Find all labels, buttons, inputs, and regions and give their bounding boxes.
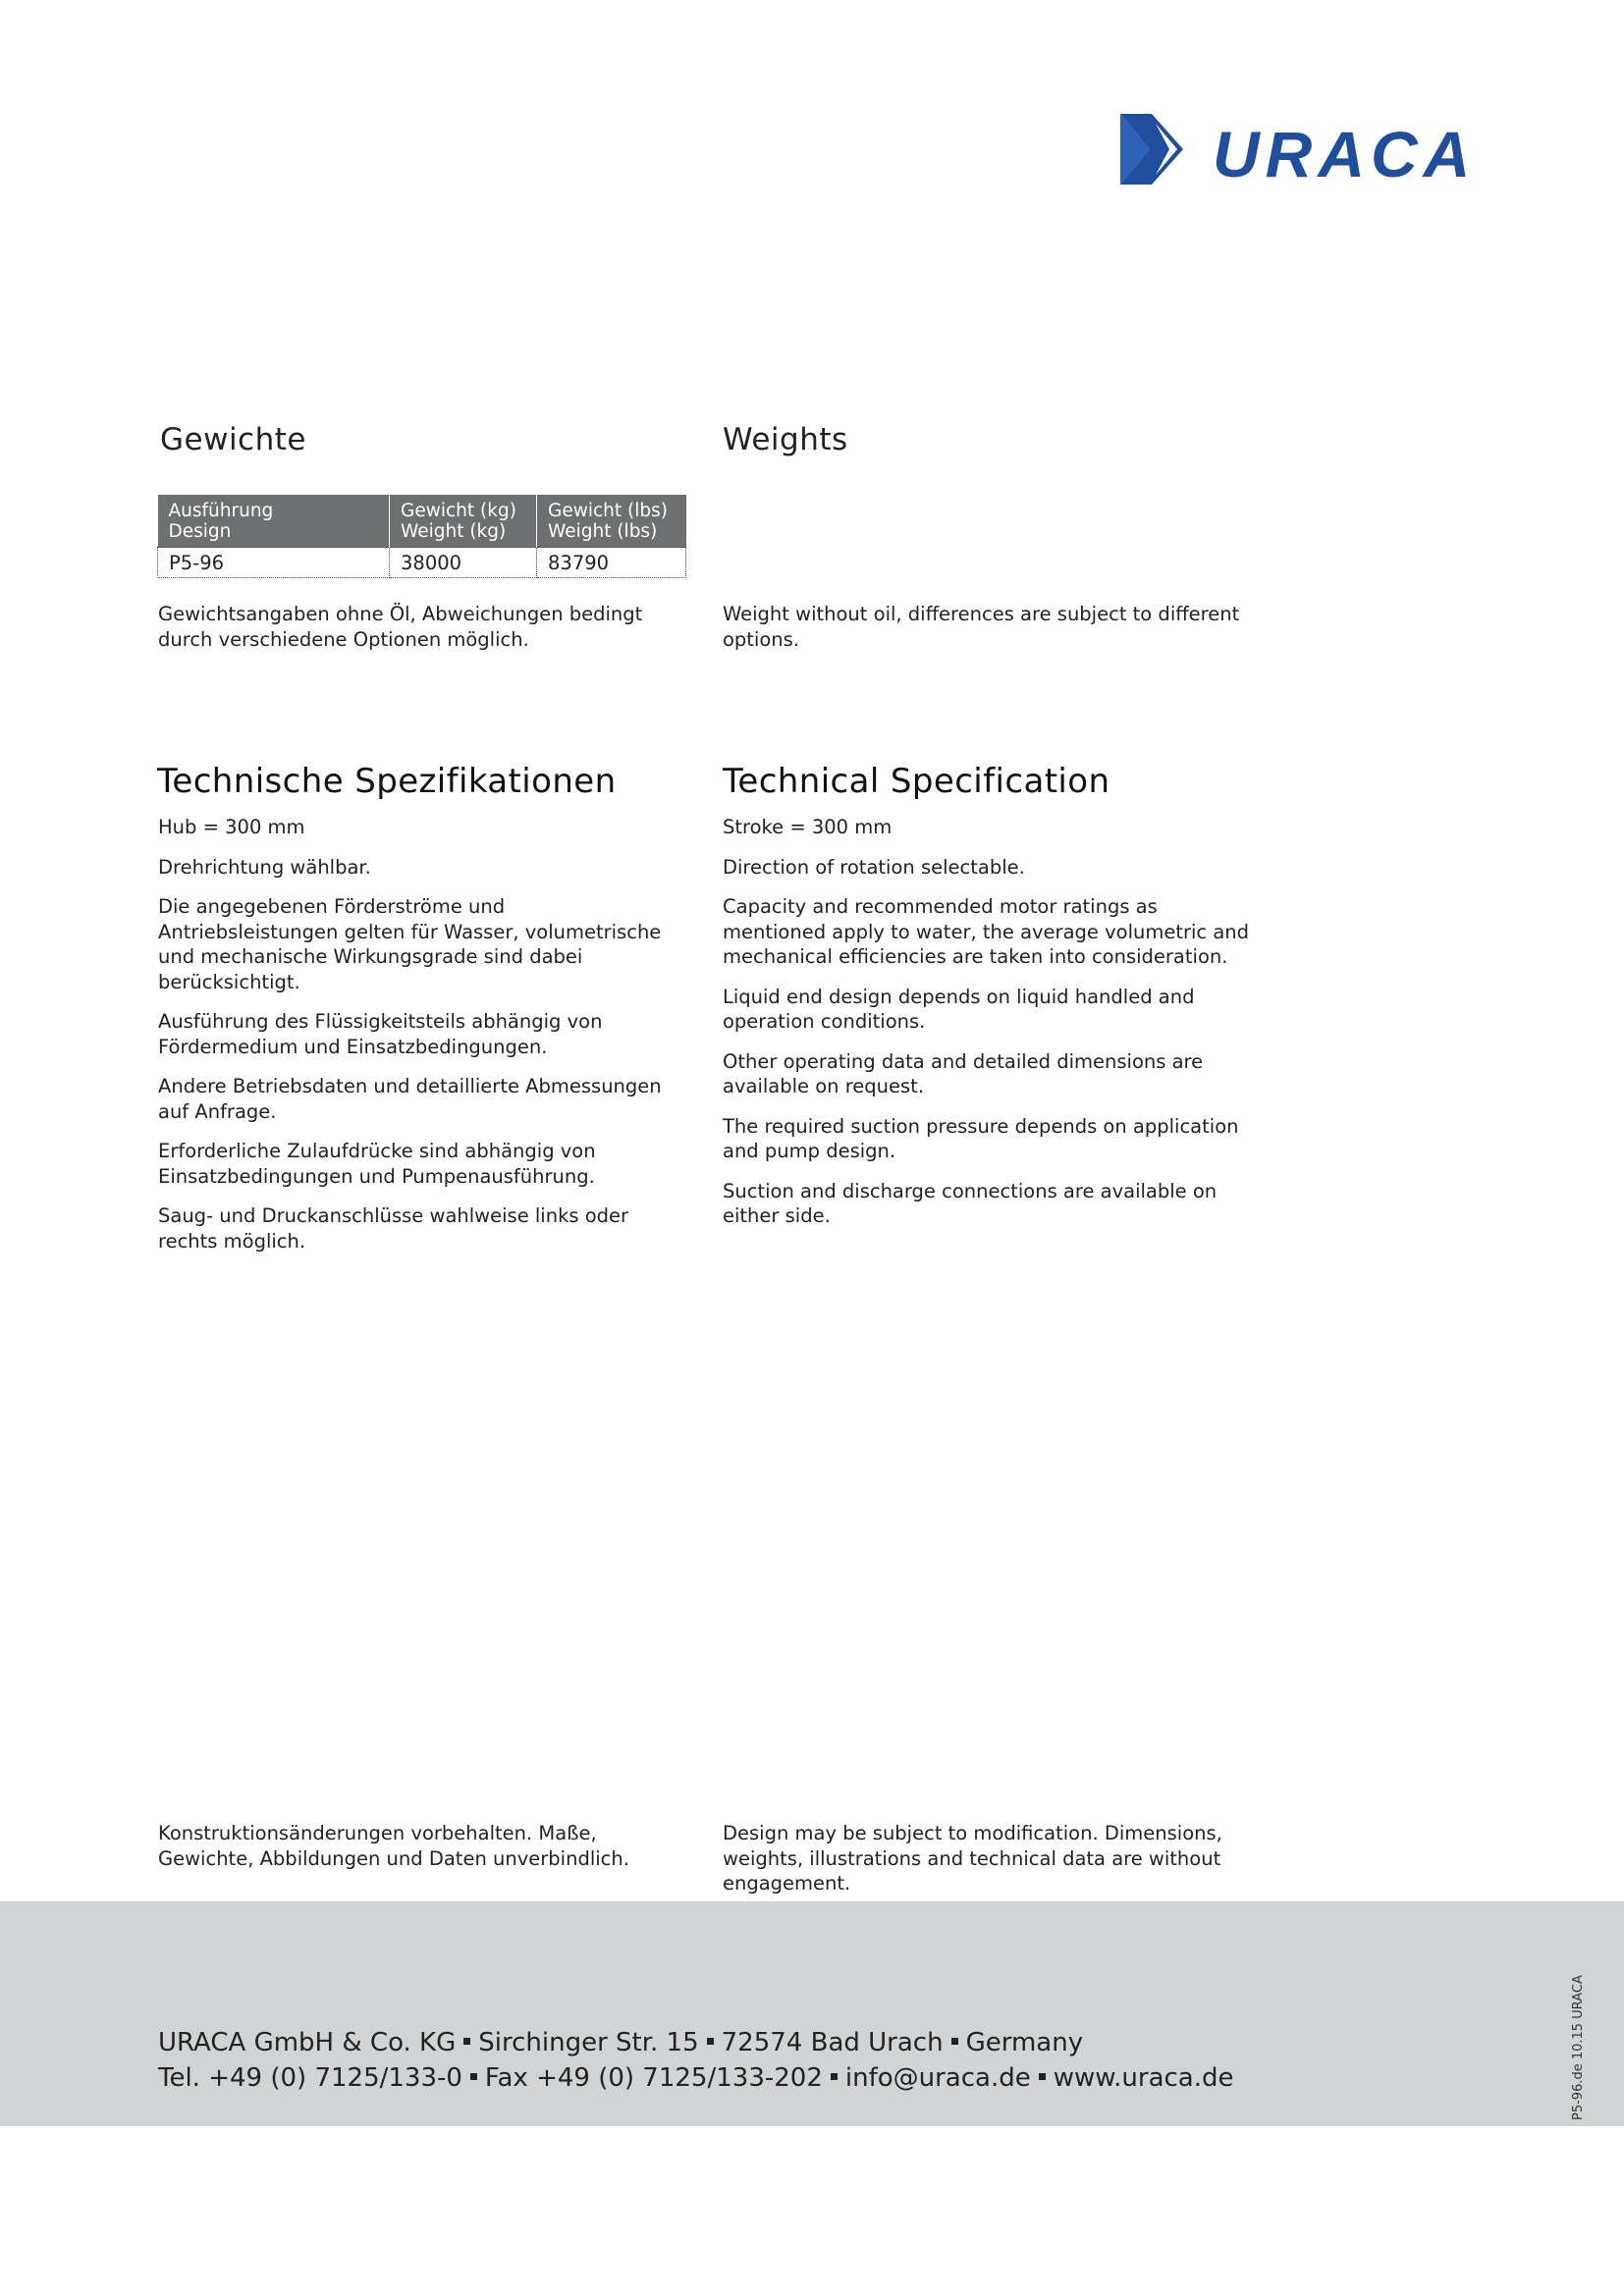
tech-item-de: Hub = 300 mm (158, 816, 305, 838)
col-kg-header (390, 495, 537, 548)
separator-square (951, 2038, 958, 2045)
tech-item-de: Saug- und Druckanschlüsse wahlweise links oder rechts möglich. (158, 1204, 629, 1253)
tech-item-en: Suction and discharge connections are available on either side. (723, 1179, 1218, 1227)
tech-item-de: Die angegebenen Förderströme und Antriebsleistungen gelten für Wasser, volumetrische und mechanische Wirkungsgrade sind dabei berücksichtigt. (158, 895, 662, 993)
weights-heading-en: Weights (723, 422, 848, 457)
weights-table (157, 495, 686, 578)
svg-text:URACA: URACA (1213, 118, 1477, 185)
separator-square (1039, 2073, 1046, 2080)
col-kg-label-de: Gewicht (kg) (401, 501, 516, 521)
fax: Fax +49 (0) 7125/133-202 (484, 2063, 823, 2093)
tech-heading-en: Technical Specification (723, 762, 1110, 801)
tech-item-en: The required suction pressure depends on application and pump design. (723, 1114, 1239, 1162)
weights-note-de: Gewichtsangaben ohne Öl, Abweichungen bedingt durch verschiedene Optionen möglich. (158, 603, 643, 651)
website-link[interactable]: www.uraca.de (1053, 2063, 1234, 2093)
tech-item-de: Erforderliche Zulaufdrücke sind abhängig von Einsatzbedingungen und Pumpenausführung. (158, 1140, 596, 1188)
tech-heading-de: Technische Spezifikationen (157, 762, 617, 801)
phone: Tel. +49 (0) 7125/133-0 (158, 2063, 462, 2093)
tech-item-de: Andere Betriebsdaten und detaillierte Abmessungen auf Anfrage. (158, 1075, 662, 1123)
weights-heading-de: Gewichte (160, 422, 306, 457)
city: 72574 Bad Urach (721, 2028, 944, 2057)
separator-square (707, 2038, 714, 2045)
document-id (1571, 2101, 1624, 2120)
col-kg-label-en: Weight (kg) (401, 521, 507, 542)
email-link[interactable]: info@uraca.de (844, 2063, 1031, 2093)
cell-design: P5-96 (158, 548, 390, 578)
col-design-label-de: Ausführung (168, 501, 274, 521)
weights-note-en: Weight without oil, differences are subject to different options. (723, 603, 1240, 651)
tech-list-en (723, 815, 1253, 1244)
tech-item-de: Drehrichtung wählbar. (158, 855, 371, 879)
col-lbs-label-en: Weight (lbs) (548, 521, 658, 542)
tech-item-en: Capacity and recommended motor ratings as mentioned apply to water, the average volumetric and mechanical efficiencies are taken into consideration. (723, 895, 1250, 968)
col-lbs-header (537, 495, 686, 548)
footer-line-1 (158, 2025, 1234, 2060)
table-row (158, 548, 686, 578)
street: Sirchinger Str. 15 (478, 2028, 699, 2057)
disclaimer-en: Design may be subject to modification. Dimensions, weights, illustrations and technical data are without engagement. (723, 1822, 1222, 1895)
country: Germany (965, 2028, 1084, 2057)
separator-square (470, 2073, 477, 2080)
tech-item-en: Other operating data and detailed dimensions are available on request. (723, 1049, 1204, 1097)
footer-line-2 (158, 2060, 1234, 2096)
cell-lbs: 83790 (537, 548, 686, 578)
footer-address (158, 2025, 1234, 2096)
weights-table-header (158, 495, 686, 548)
cell-kg: 38000 (390, 548, 537, 578)
col-design-header (158, 495, 390, 548)
uraca-logo (1120, 114, 1533, 185)
col-design-label-en: Design (168, 521, 232, 542)
col-lbs-label-de: Gewicht (lbs) (548, 501, 668, 521)
separator-square (463, 2038, 470, 2045)
tech-list-de (158, 815, 688, 1268)
separator-square (831, 2073, 838, 2080)
tech-item-en: Liquid end design depends on liquid handled and operation conditions. (723, 985, 1195, 1033)
company-name: URACA GmbH & Co. KG (158, 2028, 457, 2057)
tech-item-en: Stroke = 300 mm (723, 816, 893, 838)
tech-item-en: Direction of rotation selectable. (723, 855, 1025, 879)
tech-item-de: Ausführung des Flüssigkeitsteils abhängig von Fördermedium und Einsatzbedingungen. (158, 1010, 603, 1058)
disclaimer-de: Konstruktionsänderungen vorbehalten. Maße, Gewichte, Abbildungen und Daten unverbindlich. (158, 1822, 629, 1870)
